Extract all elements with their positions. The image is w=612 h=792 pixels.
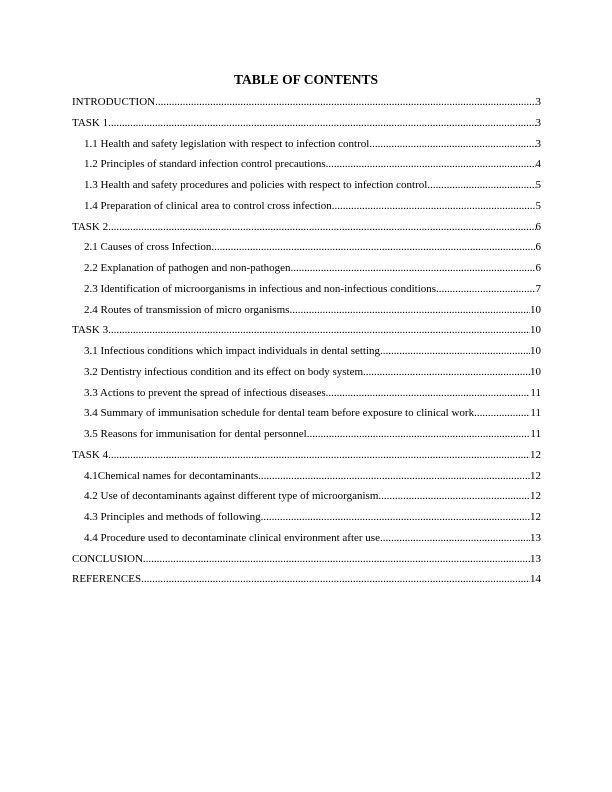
- toc-entry-page: 13: [530, 531, 541, 544]
- toc-entry[interactable]: [72, 302, 541, 323]
- toc-entry-page: 11: [530, 386, 541, 399]
- toc-entry-page: 10: [530, 303, 541, 316]
- toc-leader-dots: [108, 115, 535, 131]
- toc-entry[interactable]: [72, 156, 541, 177]
- toc-entry[interactable]: [72, 426, 541, 447]
- toc-leader-dots: [380, 530, 530, 546]
- toc-entry[interactable]: [72, 322, 541, 343]
- toc-leader-dots: [380, 343, 530, 359]
- toc-entry[interactable]: [72, 115, 541, 136]
- toc-entry[interactable]: [72, 551, 541, 572]
- toc-entry[interactable]: [72, 94, 541, 115]
- toc-entry-page: 12: [530, 511, 541, 523]
- toc-leader-dots: [436, 281, 535, 297]
- toc-leader-dots: [108, 447, 530, 463]
- toc-entry-page: 11: [530, 428, 541, 440]
- toc-leader-dots: [261, 509, 530, 525]
- toc-leader-dots: [332, 198, 536, 214]
- toc-leader-dots: [326, 385, 531, 401]
- toc-entry-label: INTRODUCTION: [72, 96, 156, 108]
- toc-entry[interactable]: [72, 177, 541, 198]
- toc-entry-page: 12: [530, 469, 541, 482]
- toc-entry-page: 4: [535, 158, 541, 171]
- toc-leader-dots: [108, 322, 530, 338]
- toc-leader-dots: [369, 136, 535, 152]
- toc-leader-dots: [108, 219, 535, 235]
- toc-leader-dots: [258, 468, 530, 484]
- toc-entry-label: 2.2 Explanation of pathogen and non-pathogen: [84, 262, 291, 274]
- toc-entry-page: 5: [535, 199, 541, 212]
- toc-entry[interactable]: [72, 136, 541, 157]
- toc-entry-label: 1.1 Health and safety legislation with respect to infection control: [84, 137, 370, 150]
- toc-entry-page: 6: [535, 262, 541, 274]
- toc-entry-label: 1.3 Health and safety procedures and policies with respect to infection control: [84, 179, 428, 191]
- toc-entry-page: 12: [530, 490, 541, 503]
- toc-entry-page: 6: [535, 241, 541, 254]
- toc-entry-page: 10: [530, 345, 541, 357]
- toc-entry-label: 2.1 Causes of cross Infection: [84, 241, 212, 254]
- toc-entry[interactable]: [72, 260, 541, 281]
- toc-entry[interactable]: [72, 364, 541, 385]
- toc-leader-dots: [155, 94, 535, 110]
- toc-entry-page: 7: [535, 282, 541, 295]
- toc-entry-label: TASK 3: [72, 324, 109, 337]
- toc-entry-label: 4.2 Use of decontaminants against different type of microorganism: [84, 490, 379, 503]
- toc-entry[interactable]: [72, 385, 541, 406]
- toc-entry-label: 3.5 Reasons for immunisation for dental personnel: [84, 428, 307, 440]
- toc-entry[interactable]: [72, 198, 541, 219]
- toc-entry-page: 3: [535, 96, 541, 108]
- toc-leader-dots: [363, 364, 530, 380]
- toc-entry-label: TASK 2: [72, 220, 109, 233]
- toc-entry[interactable]: [72, 571, 541, 592]
- toc-entry-page: 13: [530, 552, 541, 565]
- toc-entry-page: 10: [530, 324, 541, 337]
- toc-leader-dots: [141, 571, 530, 587]
- toc-entry-label: 2.3 Identification of microorganisms in infectious and non-infectious conditions: [84, 282, 437, 295]
- toc-entry-page: 3: [535, 137, 541, 150]
- toc-leader-dots: [427, 177, 535, 193]
- toc-leader-dots: [326, 156, 536, 172]
- toc-entry[interactable]: [72, 219, 541, 240]
- toc-leader-dots: [211, 239, 535, 255]
- toc-entry-page: 5: [535, 179, 541, 191]
- toc-leader-dots: [378, 488, 530, 504]
- toc-leader-dots: [143, 551, 530, 567]
- toc-entry[interactable]: [72, 239, 541, 260]
- toc-leader-dots: [289, 302, 530, 318]
- toc-leader-dots: [474, 405, 530, 421]
- toc-entry[interactable]: [72, 530, 541, 551]
- toc-entry-label: 4.1Chemical names for decontaminants: [84, 469, 259, 482]
- toc-entry-label: TASK 4: [72, 448, 109, 461]
- toc-entry[interactable]: [72, 405, 541, 426]
- toc-entry-label: 3.2 Dentistry infectious condition and its effect on body system: [84, 365, 364, 378]
- toc-entry-label: 2.4 Routes of transmission of micro organisms: [84, 303, 290, 316]
- toc-entry[interactable]: [72, 468, 541, 489]
- toc-entry[interactable]: [72, 281, 541, 302]
- toc-entry-page: 11: [530, 407, 541, 420]
- toc-entry[interactable]: [72, 509, 541, 530]
- toc-leader-dots: [291, 260, 536, 276]
- toc-entry-label: 4.4 Procedure used to decontaminate clinical environment after use: [84, 531, 380, 544]
- toc-entry-label: 4.3 Principles and methods of following: [84, 511, 261, 523]
- toc-entry-label: REFERENCES: [72, 573, 142, 586]
- toc-entry-label: TASK 1: [72, 116, 109, 129]
- toc-entry-page: 10: [530, 365, 541, 378]
- toc-entry-page: 3: [535, 116, 541, 129]
- toc-entry-label: 3.4 Summary of immunisation schedule for dental team before exposure to clinical work: [84, 407, 475, 420]
- toc-entry-label: 1.2 Principles of standard infection control precautions: [84, 158, 326, 171]
- toc-entry-label: 3.1 Infectious conditions which impact individuals in dental setting: [84, 345, 381, 357]
- toc-entry[interactable]: [72, 343, 541, 364]
- toc-entry-page: 6: [535, 220, 541, 233]
- toc-entry-page: 14: [530, 573, 541, 586]
- toc-list: [72, 94, 541, 592]
- toc-leader-dots: [307, 426, 531, 442]
- toc-entry-label: 3.3 Actions to prevent the spread of infectious diseases: [84, 386, 326, 399]
- toc-entry-label: 1.4 Preparation of clinical area to control cross infection: [84, 199, 332, 212]
- toc-entry[interactable]: [72, 488, 541, 509]
- toc-entry-page: 12: [530, 448, 541, 461]
- toc-entry[interactable]: [72, 447, 541, 468]
- toc-entry-label: CONCLUSION: [72, 552, 143, 565]
- toc-title: TABLE OF CONTENTS: [233, 72, 379, 87]
